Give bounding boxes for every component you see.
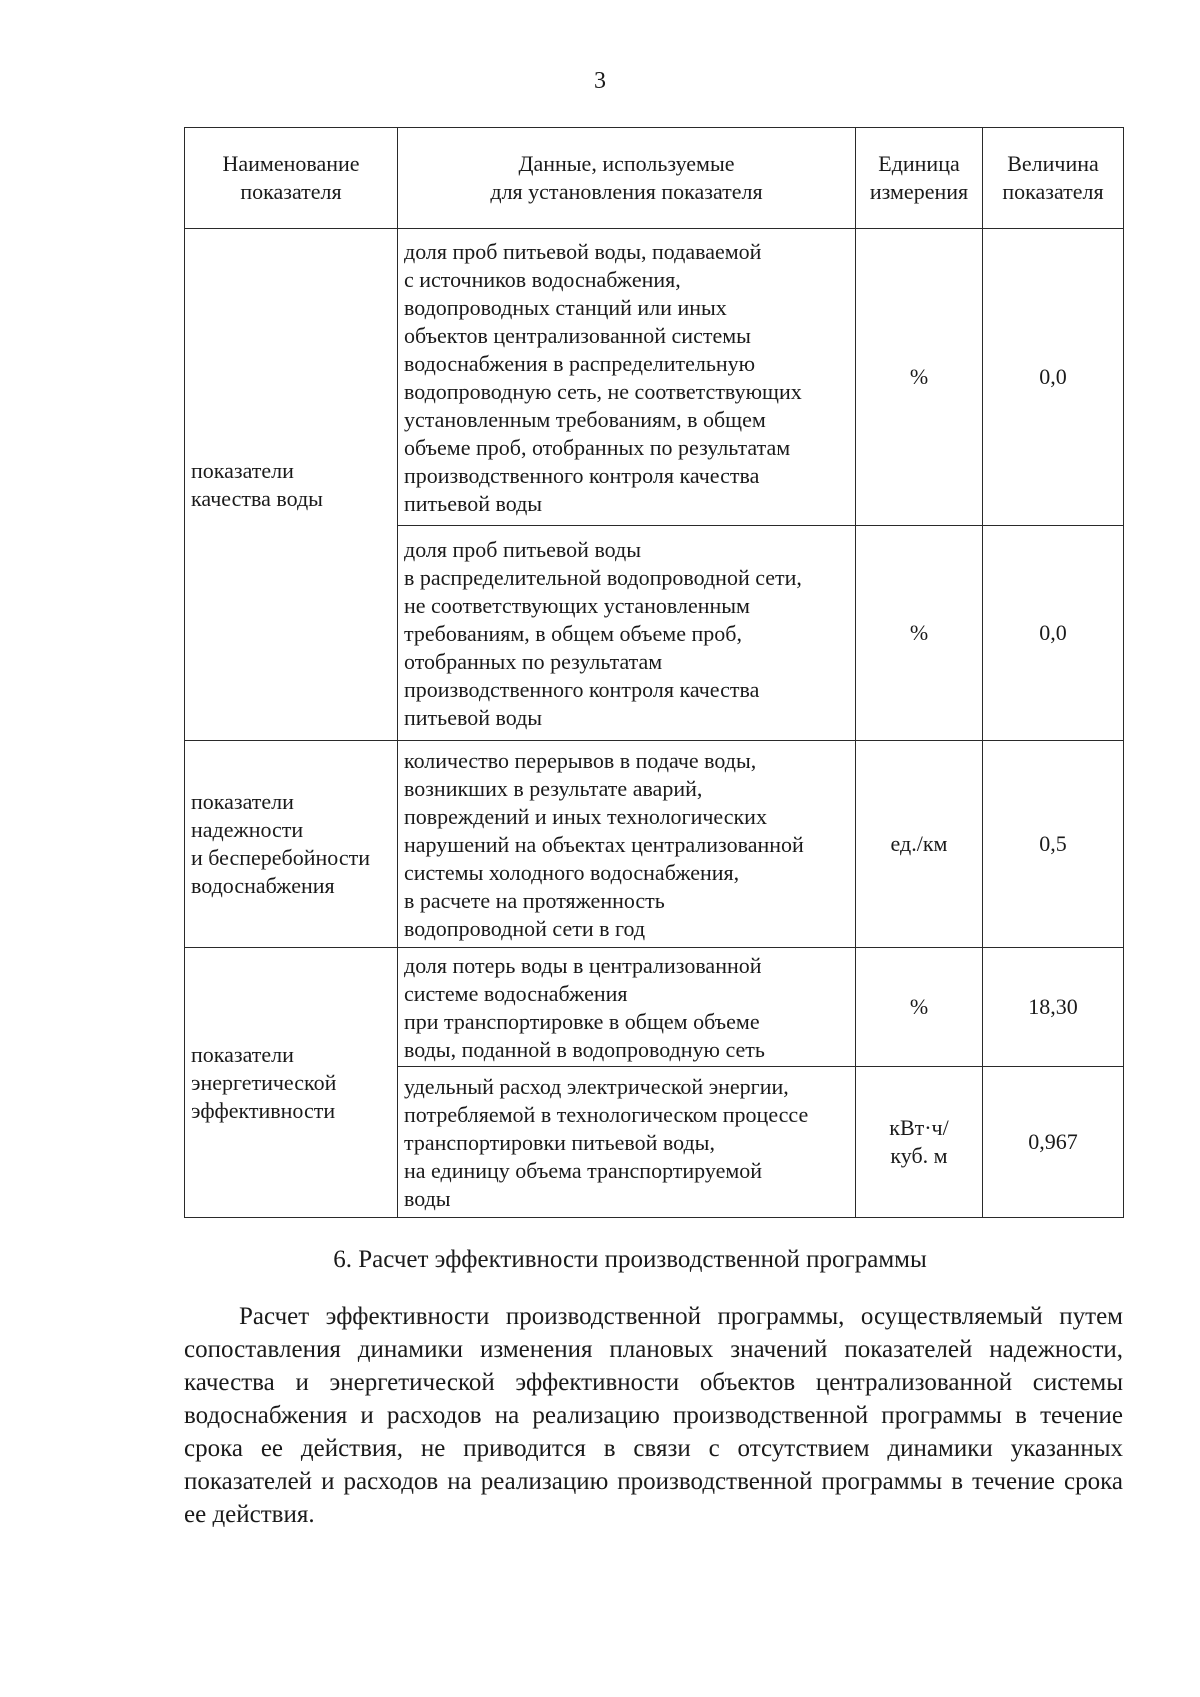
header-indicator-name: Наименование показателя bbox=[185, 128, 398, 229]
indicator-unit: % bbox=[856, 526, 983, 741]
indicator-value: 0,0 bbox=[983, 526, 1124, 741]
table-header-row bbox=[185, 128, 1124, 229]
page-number: 3 bbox=[594, 68, 606, 94]
header-unit: Единица измерения bbox=[856, 128, 983, 229]
indicator-description: доля проб питьевой воды в распределительной водопроводной сети, не соответствующих установленным требованиям, в общем объеме проб, отобранных по результатам производственного контроля качества питьевой воды bbox=[398, 526, 856, 741]
indicator-value: 0,5 bbox=[983, 741, 1124, 948]
group-name-water-quality: показатели качества воды bbox=[185, 229, 398, 741]
header-indicator-data: Данные, используемые для установления показателя bbox=[398, 128, 856, 229]
indicator-unit: % bbox=[856, 229, 983, 526]
indicator-description: количество перерывов в подаче воды, возникших в результате аварий, повреждений и иных технологических нарушений на объектах централизованной системы холодного водоснабжения, в расчете на протяженность водопроводной сети в год bbox=[398, 741, 856, 948]
table-row bbox=[185, 741, 1124, 948]
indicator-description: доля потерь воды в централизованной системе водоснабжения при транспортировке в общем объеме воды, поданной в водопроводную сеть bbox=[398, 948, 856, 1067]
group-name-reliability: показатели надежности и бесперебойности водоснабжения bbox=[185, 741, 398, 948]
indicator-unit: кВт·ч/ куб. м bbox=[856, 1067, 983, 1218]
table-row bbox=[185, 229, 1124, 526]
indicator-unit: ед./км bbox=[856, 741, 983, 948]
group-name-energy-efficiency: показатели энергетической эффективности bbox=[185, 948, 398, 1218]
header-value: Величина показателя bbox=[983, 128, 1124, 229]
body-paragraph: Расчет эффективности производственной программы, осуществляемый путем сопоставления динамики изменения плановых значений показателей надежности, качества и энергетической эффективности объектов централизованной системы водоснабжения и расходов на реализацию производственной программы в течение срока ее действия, не приводится в связи с отсутствием динамики указанных показателей и расходов на реализацию производственной программы в течение срока ее действия. bbox=[184, 1303, 1123, 1528]
section-heading: 6. Расчет эффективности производственной программы bbox=[333, 1246, 927, 1273]
table-row bbox=[185, 948, 1124, 1067]
indicator-description: удельный расход электрической энергии, потребляемой в технологическом процессе транспортировки питьевой воды, на единицу объема транспортируемой воды bbox=[398, 1067, 856, 1218]
indicator-value: 18,30 bbox=[983, 948, 1124, 1067]
indicator-description: доля проб питьевой воды, подаваемой с источников водоснабжения, водопроводных станций или иных объектов централизованной системы водоснабжения в распределительную водопроводную сеть, не соответствующих установленным требованиям, в общем объеме проб, отобранных по результатам производственного контроля качества питьевой воды bbox=[398, 229, 856, 526]
indicator-unit: % bbox=[856, 948, 983, 1067]
indicator-value: 0,967 bbox=[983, 1067, 1124, 1218]
indicator-value: 0,0 bbox=[983, 229, 1124, 526]
indicators-table bbox=[184, 127, 1124, 1218]
